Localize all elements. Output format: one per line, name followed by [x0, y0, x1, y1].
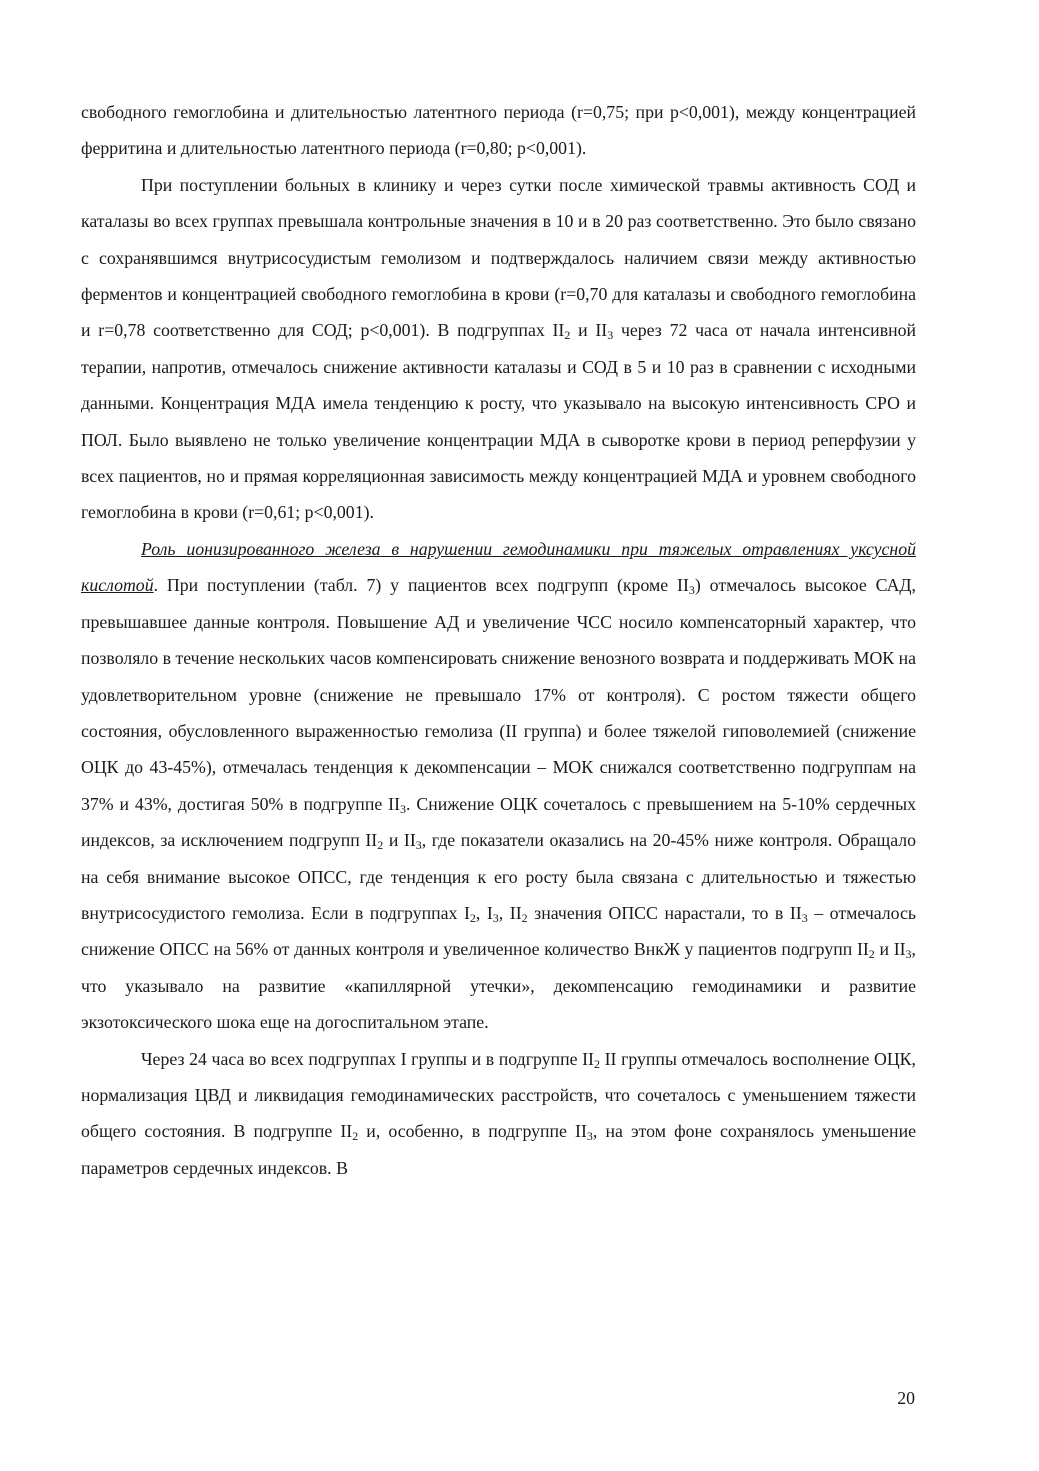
subscript: 3 — [492, 910, 499, 925]
page-number: 20 — [897, 1388, 915, 1408]
section-heading: Роль ионизированного железа в нарушении гемодинамики при тяжелых отравлениях уксусной кислотой — [81, 538, 916, 596]
paragraph-3-text: значения ОПСС нарастали, то в II — [527, 902, 802, 923]
subscript: 3 — [400, 801, 406, 816]
paragraph-3-text: , II — [498, 902, 522, 923]
paragraph-1 — [81, 94, 916, 167]
subscript: 2 — [868, 947, 875, 962]
subscript: 3 — [415, 838, 422, 853]
paragraph-3-text: . Снижение ОЦК сочеталось с превышением на 5-10% сердечных индексов, за исключением подгрупп II — [81, 793, 916, 851]
paragraph-4-text: , на этом фоне сохранялось уменьшение параметров сердечных индексов. В — [81, 1121, 916, 1178]
subscript: 3 — [801, 910, 808, 925]
paragraph-3-text: и II — [874, 939, 906, 960]
paragraph-4-text: Через 24 часа во всех подгруппах I группы и в подгруппе II — [141, 1048, 594, 1069]
paragraph-4-text: и, особенно, в подгруппе II — [358, 1121, 587, 1142]
paragraph-2-text: и II — [570, 320, 608, 341]
paragraph-3-text: . При поступлении (табл. 7) у пациентов всех подгрупп (кроме II — [153, 575, 689, 596]
subscript: 2 — [352, 1129, 359, 1144]
paragraph-2-text: через 72 часа от начала интенсивной терапии, напротив, отмечалось снижение активности каталазы и СОД в 5 и 10 раз в сравнении с исходными данными. Концентрация МДА имела тенденцию к росту, что указывало на высокую интенсивность СРО и ПОЛ. Было выявлено не только увеличение концентрации МДА в сыворотке крови в период реперфузии у всех пациентов, но и прямая корреляционная зависимость между концентрацией МДА и уровнем свободного гемоглобина в крови (r=0,61; p<0,001). — [81, 320, 917, 523]
subscript: 2 — [593, 1056, 600, 1071]
subscript: 3 — [586, 1129, 593, 1144]
subscript: 2 — [377, 838, 384, 853]
paragraph-3 — [81, 531, 916, 1041]
subscript: 2 — [564, 328, 571, 343]
subscript: 2 — [469, 910, 476, 925]
paragraph-1-text: свободного гемоглобина и длительностью латентного периода (r=0,75; при p<0,001), между концентрацией ферритина и длительностью латентного периода (r=0,80; p<0,001). — [81, 102, 916, 159]
subscript: 3 — [905, 947, 912, 962]
subscript: 3 — [607, 328, 614, 343]
subscript: 3 — [688, 583, 695, 598]
paragraph-3-text: и II — [383, 830, 416, 851]
paragraph-3-text: – отмечалось снижение ОПСС на 56% от данных контроля и увеличенное количество ВнкЖ у пациентов подгрупп II — [81, 902, 917, 960]
paragraph-4 — [81, 1041, 916, 1187]
paragraph-3-text: , где показатели оказались на 20-45% ниже контроля. Обращало на себя внимание высокое ОПСС, где тенденция к его росту была связана с длительностью и тяжестью внутрисосудистого гемолиза. Если в подгруппах I — [81, 830, 917, 923]
subscript: 2 — [521, 910, 528, 925]
paragraph-2 — [81, 167, 916, 531]
paragraph-3-text: ) отмечалось высокое САД, превышавшее данные контроля. Повышение АД и увеличение ЧСС носило компенсаторный характер, что позволяло в течение нескольких часов компенсировать снижение венозного возврата и поддерживать МОК на удовлетворительном уровне (снижение не превышало 17% от контроля). С ростом тяжести общего состояния, обусловленного выраженностью гемолиза (II группа) и более тяжелой гиповолемией (снижение ОЦК до 43-45%), отмечалась тенденция к декомпенсации – МОК снижался соответственно подгруппам на 37% и 43%, достигая 50% в подгруппе II — [81, 575, 917, 814]
paragraph-3-text: , что указывало на развитие «капиллярной утечки», декомпенсацию гемодинамики и развитие экзотоксического шока еще на догоспитальном этапе. — [81, 939, 916, 1033]
paragraph-2-text: При поступлении больных в клинику и через сутки после химической травмы активность СОД и каталазы во всех группах превышала контрольные значения в 10 и в 20 раз соответственно. Это было связано с сохранявшимся внутрисосудистым гемолизом и подтверждалось наличием связи между активностью ферментов и концентрацией свободного гемоглобина в крови (r=0,70 для каталазы и свободного гемоглобина и r=0,78 соответственно для СОД; p<0,001). В подгруппах II — [81, 174, 916, 341]
document-page — [81, 94, 916, 1186]
paragraph-4-text: II группы отмечалось восполнение ОЦК, нормализация ЦВД и ликвидация гемодинамических расстройств, что сочеталось с уменьшением тяжести общего состояния. В подгруппе II — [81, 1048, 916, 1142]
paragraph-3-text: , I — [475, 902, 493, 923]
